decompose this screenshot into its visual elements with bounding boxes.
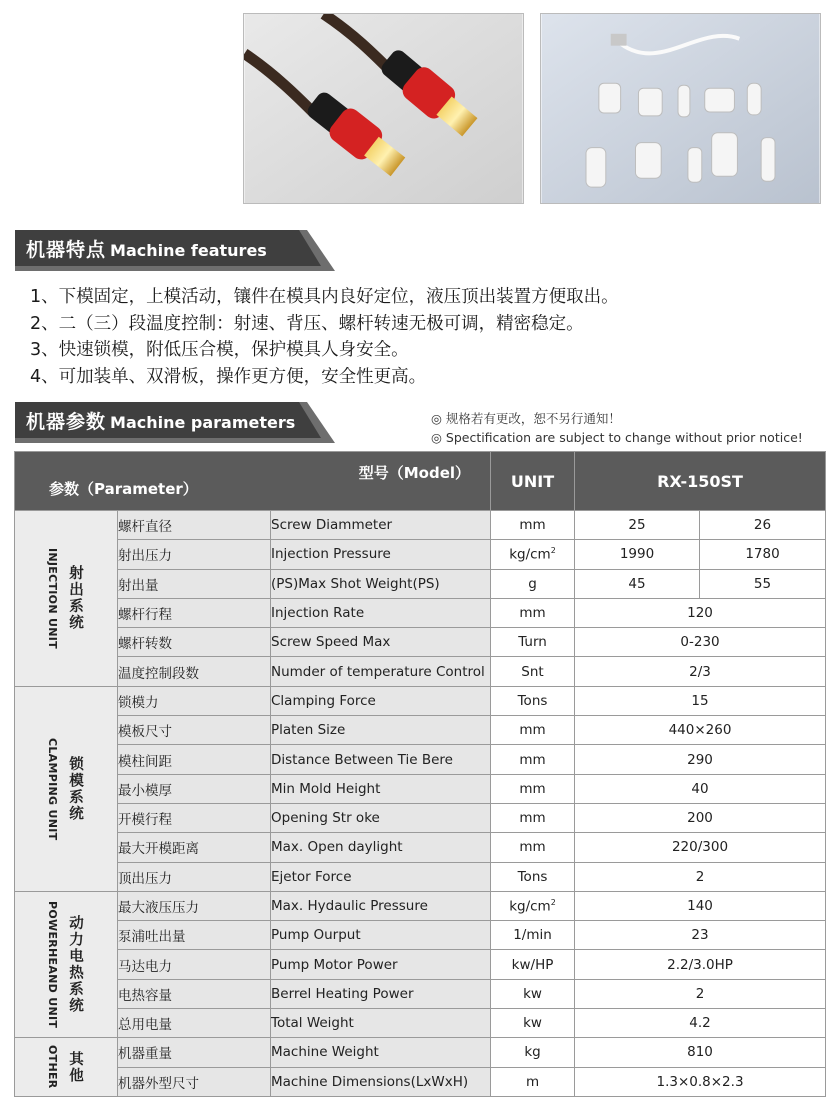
param-value: 2/3	[575, 657, 826, 686]
param-unit: mm	[491, 803, 575, 832]
param-en: Pump Motor Power	[271, 950, 491, 979]
table-row	[15, 657, 826, 686]
param-model-header	[15, 452, 491, 511]
param-cn: 射出压力	[118, 540, 271, 569]
group-label-cn: 其他	[67, 1050, 83, 1084]
table-row	[15, 540, 826, 569]
param-en: Opening Str oke	[271, 803, 491, 832]
param-cn: 最大开模距离	[118, 833, 271, 862]
table-row	[15, 891, 826, 920]
table-row	[15, 716, 826, 745]
param-value: 290	[575, 745, 826, 774]
param-unit: mm	[491, 833, 575, 862]
param-cn: 螺杆行程	[118, 598, 271, 627]
param-unit: g	[491, 569, 575, 598]
param-unit: kw	[491, 1009, 575, 1038]
param-value: 2	[575, 979, 826, 1008]
group-power-unit	[15, 891, 118, 1037]
param-unit: 1/min	[491, 921, 575, 950]
table-row	[15, 745, 826, 774]
params-title-en: Machine parameters	[110, 413, 296, 432]
hdmi-cable-photo	[243, 13, 524, 204]
param-unit: kw	[491, 979, 575, 1008]
param-cn: 螺杆转数	[118, 628, 271, 657]
param-en: Machine Weight	[271, 1038, 491, 1067]
param-en: Screw Diammeter	[271, 511, 491, 540]
param-unit: Tons	[491, 686, 575, 715]
param-value: 2.2/3.0HP	[575, 950, 826, 979]
table-row	[15, 774, 826, 803]
param-unit: Turn	[491, 628, 575, 657]
table-row	[15, 1067, 826, 1096]
group-label-en: CLAMPING UNIT	[46, 737, 59, 841]
feature-item: 1、下模固定，上模活动，镶件在模具内良好定位，液压顶出装置方便取出。	[30, 287, 619, 307]
param-unit: mm	[491, 774, 575, 803]
param-unit: mm	[491, 716, 575, 745]
group-clamping-unit	[15, 686, 118, 891]
unit-superscript: 2	[550, 897, 556, 907]
param-unit	[491, 891, 575, 920]
group-other	[15, 1038, 118, 1097]
param-unit	[491, 540, 575, 569]
param-unit: kw/HP	[491, 950, 575, 979]
table-header-row	[15, 452, 826, 511]
table-row	[15, 569, 826, 598]
param-value: 440×260	[575, 716, 826, 745]
param-value: 4.2	[575, 1009, 826, 1038]
param-value: 15	[575, 686, 826, 715]
param-cn: 最大液压压力	[118, 891, 271, 920]
param-cn: 开模行程	[118, 803, 271, 832]
group-label-en: OTHER	[46, 1045, 59, 1089]
param-cn: 射出量	[118, 569, 271, 598]
param-unit: Snt	[491, 657, 575, 686]
usb-adapters-photo	[540, 13, 821, 204]
table-row	[15, 833, 826, 862]
feature-item: 4、可加装单、双滑板，操作更方便，安全性更高。	[30, 366, 427, 387]
note-cn: ◎ 规格若有更改，恕不另行通知！	[431, 411, 621, 426]
features-title-cn: 机器特点	[26, 239, 107, 261]
param-value: 23	[575, 921, 826, 950]
model-name-header: RX-150ST	[575, 452, 826, 511]
param-unit: Tons	[491, 862, 575, 891]
param-cn: 模柱间距	[118, 745, 271, 774]
param-en: Platen Size	[271, 716, 491, 745]
table-row	[15, 862, 826, 891]
unit-header: UNIT	[491, 452, 575, 511]
param-cn: 温度控制段数	[118, 657, 271, 686]
param-en: Min Mold Height	[271, 774, 491, 803]
table-row	[15, 686, 826, 715]
spec-notes	[431, 409, 803, 447]
table-row	[15, 803, 826, 832]
param-cn: 锁模力	[118, 686, 271, 715]
param-value: 26	[700, 511, 826, 540]
hdmi-cable-image	[244, 14, 523, 203]
param-value: 40	[575, 774, 826, 803]
param-unit: mm	[491, 511, 575, 540]
params-title-cn: 机器参数	[26, 411, 107, 433]
param-value: 1780	[700, 540, 826, 569]
group-label-cn: 射出系统	[67, 565, 83, 632]
param-value: 0-230	[575, 628, 826, 657]
table-row	[15, 598, 826, 627]
table-row	[15, 921, 826, 950]
unit-text: kg/cm	[509, 546, 551, 563]
feature-item: 3、快速锁模，附低压合模，保护模具人身安全。	[30, 340, 409, 360]
param-cn: 模板尺寸	[118, 716, 271, 745]
feature-item: 2、二（三）段温度控制：射速、背压、螺杆转速无极可调，精密稳定。	[30, 313, 584, 334]
param-value: 140	[575, 891, 826, 920]
param-unit: mm	[491, 598, 575, 627]
param-en: Berrel Heating Power	[271, 979, 491, 1008]
param-value: 220/300	[575, 833, 826, 862]
param-cn: 机器外型尺寸	[118, 1067, 271, 1096]
param-value: 1990	[575, 540, 700, 569]
group-label-cn: 动力电热系统	[67, 915, 83, 1015]
table-row	[15, 950, 826, 979]
param-en: Numder of temperature Control	[271, 657, 491, 686]
features-title-en: Machine features	[110, 241, 267, 260]
param-value: 25	[575, 511, 700, 540]
param-en: Injection Rate	[271, 598, 491, 627]
param-en: (PS)Max Shot Weight(PS)	[271, 569, 491, 598]
group-injection-unit	[15, 511, 118, 687]
parameters-table	[14, 451, 826, 1097]
param-value: 120	[575, 598, 826, 627]
param-cn: 马达电力	[118, 950, 271, 979]
param-cn: 螺杆直径	[118, 511, 271, 540]
param-cn: 电热容量	[118, 979, 271, 1008]
param-en: Total Weight	[271, 1009, 491, 1038]
param-cn: 最小模厚	[118, 774, 271, 803]
param-cn: 总用电量	[118, 1009, 271, 1038]
features-list	[30, 284, 619, 390]
param-value: 200	[575, 803, 826, 832]
group-label-en: INJECTION UNIT	[46, 547, 59, 649]
param-cn: 顶出压力	[118, 862, 271, 891]
table-row	[15, 1009, 826, 1038]
param-en: Clamping Force	[271, 686, 491, 715]
param-unit: kg	[491, 1038, 575, 1067]
param-en: Injection Pressure	[271, 540, 491, 569]
param-value: 45	[575, 569, 700, 598]
param-value: 2	[575, 862, 826, 891]
unit-text: kg/cm	[509, 898, 551, 915]
group-label-en: POWERHEAND UNIT	[46, 901, 59, 1029]
table-row	[15, 979, 826, 1008]
param-en: Max. Open daylight	[271, 833, 491, 862]
param-value: 810	[575, 1038, 826, 1067]
param-en: Pump Ourput	[271, 921, 491, 950]
param-unit: m	[491, 1067, 575, 1096]
param-cn: 机器重量	[118, 1038, 271, 1067]
unit-superscript: 2	[550, 546, 556, 556]
model-header-label: 型号（Model）	[358, 464, 471, 482]
param-en: Max. Hydaulic Pressure	[271, 891, 491, 920]
parameter-header-label: 参数（Parameter）	[49, 480, 198, 498]
param-en: Screw Speed Max	[271, 628, 491, 657]
note-en: ◎ Spectification are subject to change without prior notice!	[431, 430, 803, 445]
table-row	[15, 511, 826, 540]
param-en: Ejetor Force	[271, 862, 491, 891]
param-unit: mm	[491, 745, 575, 774]
param-cn: 泵浦吐出量	[118, 921, 271, 950]
param-value: 55	[700, 569, 826, 598]
group-label-cn: 锁模系统	[67, 755, 83, 822]
param-en: Distance Between Tie Bere	[271, 745, 491, 774]
table-row	[15, 1038, 826, 1067]
table-row	[15, 628, 826, 657]
param-value: 1.3×0.8×2.3	[575, 1067, 826, 1096]
param-en: Machine Dimensions(LxWxH)	[271, 1067, 491, 1096]
usb-adapters-image	[541, 14, 820, 203]
